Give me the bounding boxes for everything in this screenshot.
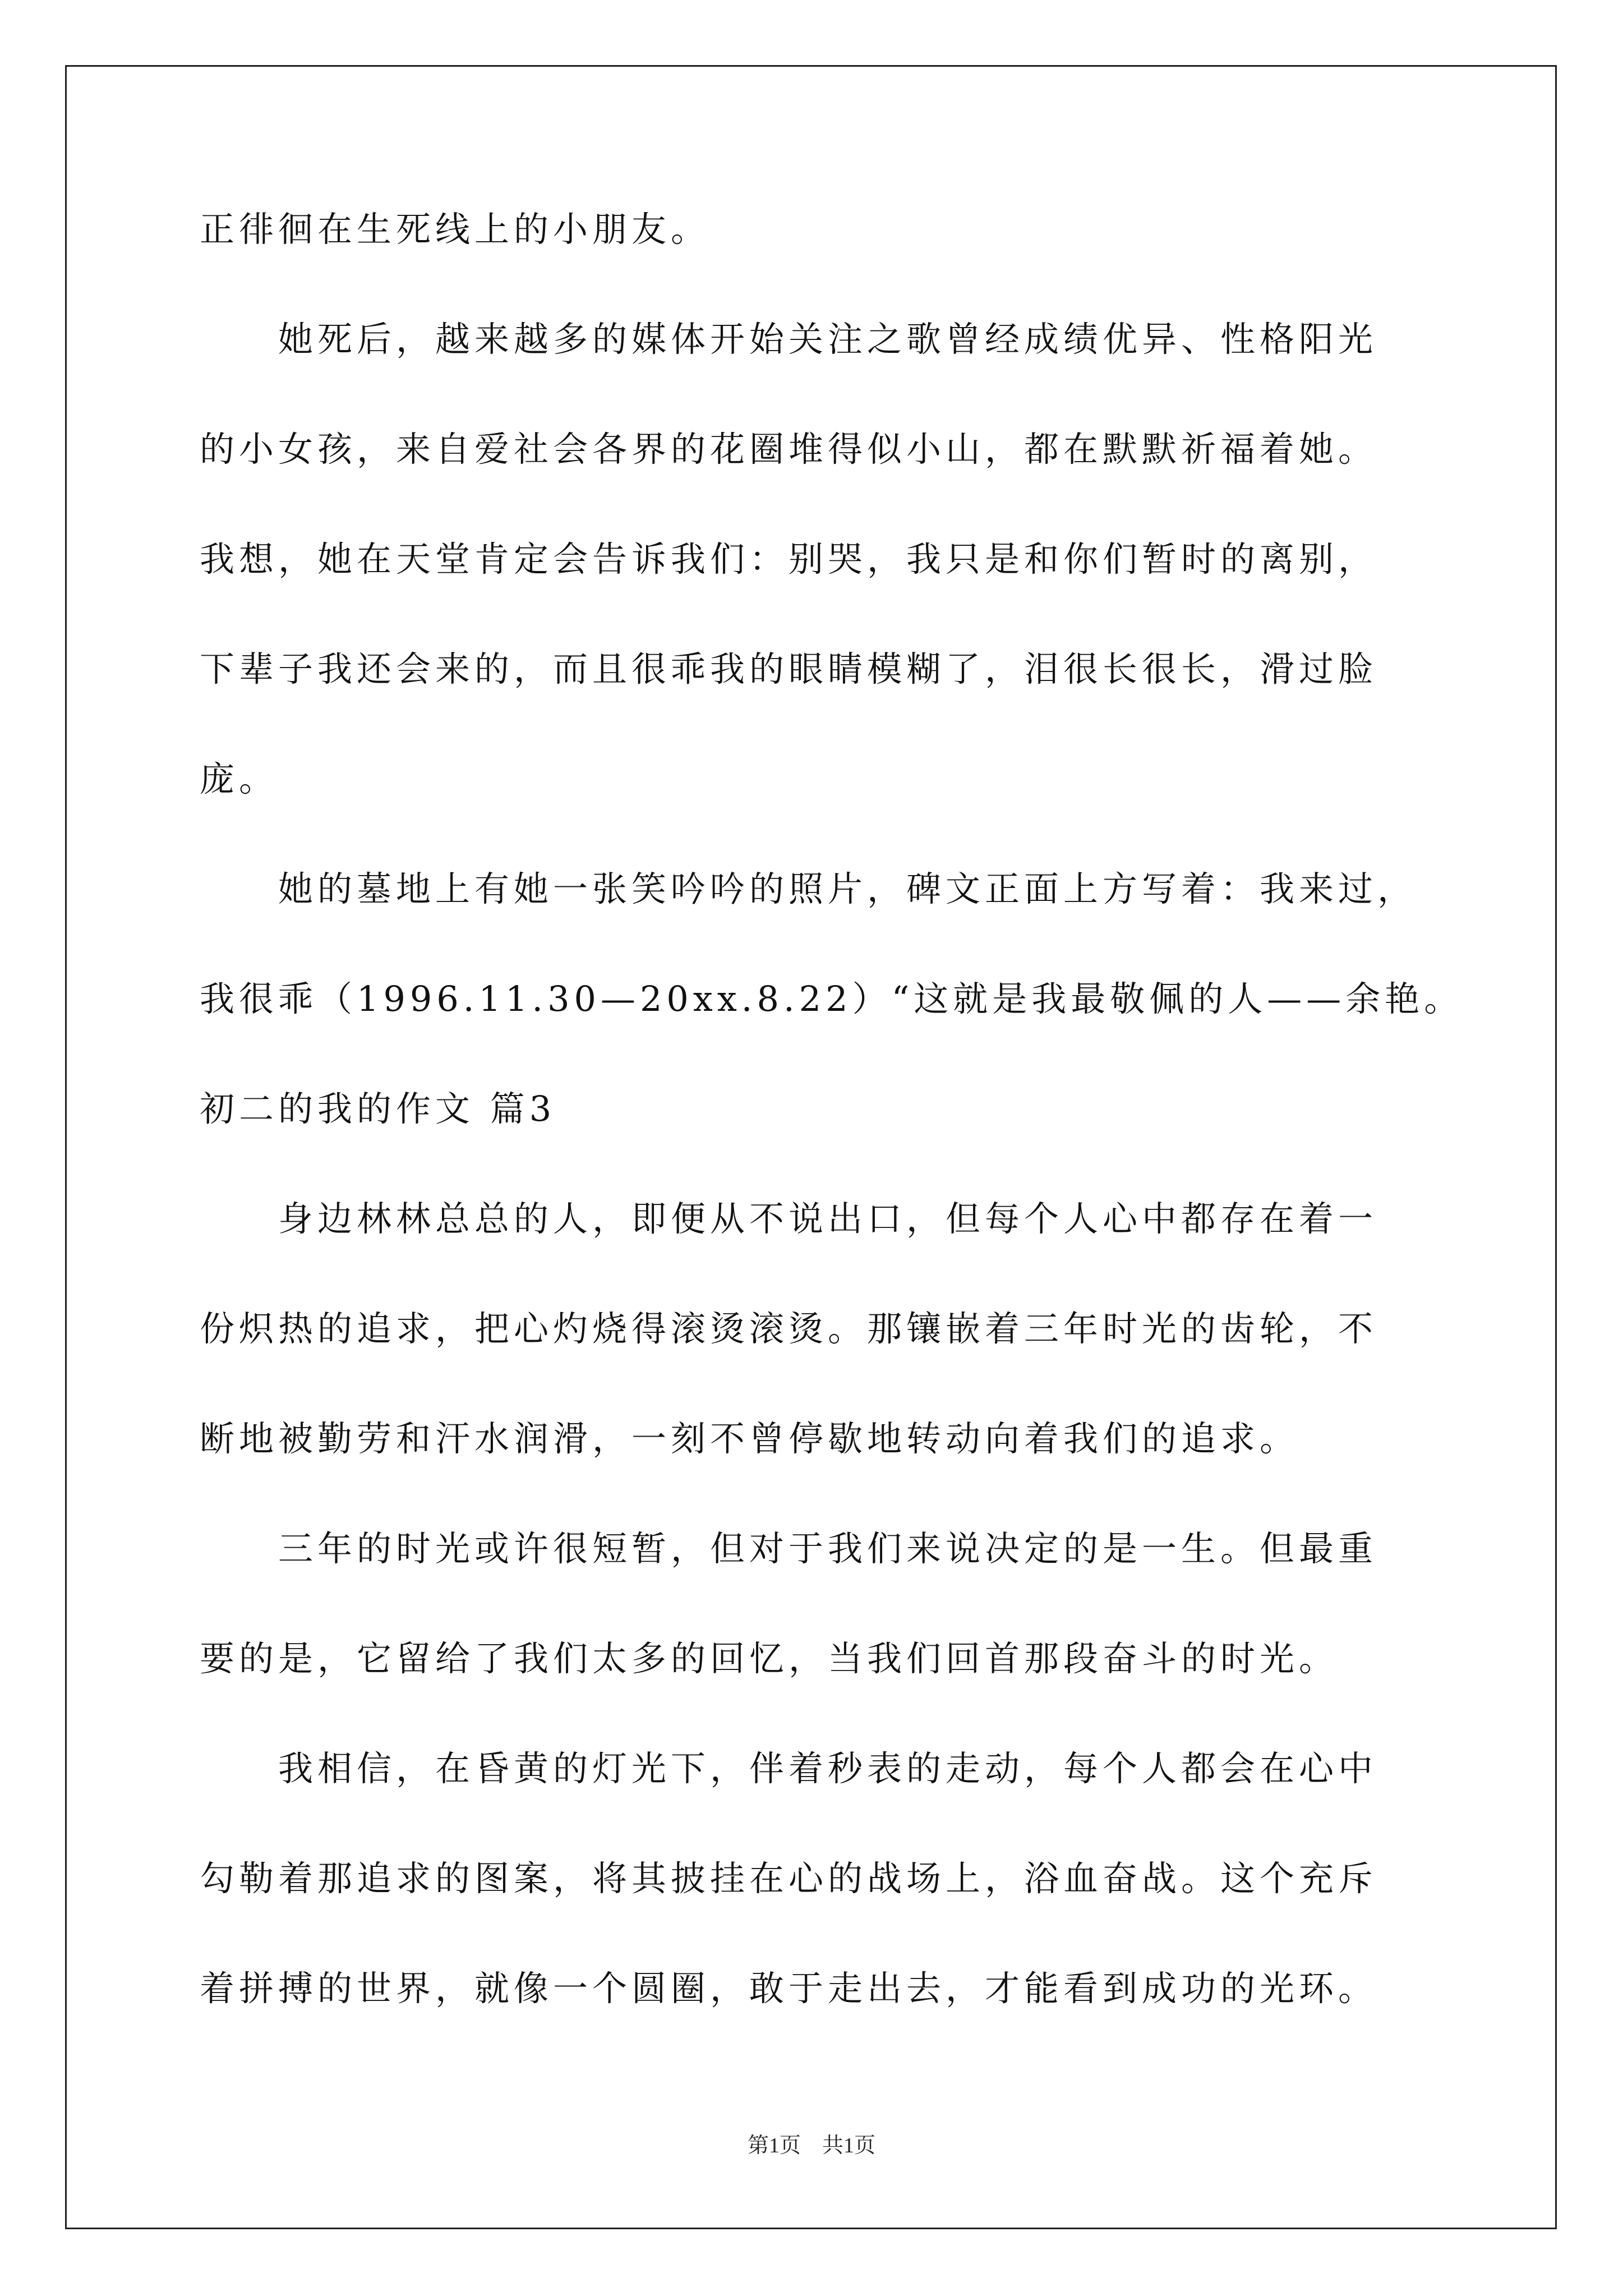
text-line: 正徘徊在生死线上的小朋友。 (200, 209, 711, 250)
text-line: 庞。 (200, 758, 279, 799)
text-line: 下辈子我还会来的，而且很乖我的眼睛模糊了，泪很长很长，滑过脸 (200, 648, 1378, 689)
text-line: 的小女孩，来自爱社会各界的花圈堆得似小山，都在默默祈福着她。 (200, 429, 1378, 470)
text-line: 份炽热的追求，把心灼烧得滚烫滚烫。那镶嵌着三年时光的齿轮，不 (200, 1308, 1378, 1349)
text-line: 我很乖（1996.11.30—20xx.8.22）“这就是我最敬佩的人——余艳。 (200, 978, 1464, 1019)
section-heading: 初二的我的作文 篇3 (200, 1088, 556, 1129)
text-line: 断地被勤劳和汗水润滑，一刻不曾停歇地转动向着我们的追求。 (200, 1418, 1299, 1459)
page-number: 第1页 共1页 (747, 2134, 875, 2157)
text-line: 要的是，它留给了我们太多的回忆，当我们回首那段奋斗的时光。 (200, 1638, 1339, 1679)
text-line: 我相信，在昏黄的灯光下，伴着秒表的走动，每个人都会在心中 (200, 1748, 1378, 1789)
text-line: 她死后，越来越多的媒体开始关注之歌曾经成绩优异、性格阳光 (200, 319, 1378, 360)
text-line: 身边林林总总的人，即便从不说出口，但每个人心中都存在着一 (200, 1198, 1378, 1239)
text-line: 三年的时光或许很短暂，但对于我们来说决定的是一生。但最重 (200, 1528, 1378, 1569)
text-line: 我想，她在天堂肯定会告诉我们：别哭，我只是和你们暂时的离别， (200, 539, 1378, 579)
text-line: 她的墓地上有她一张笑吟吟的照片，碑文正面上方写着：我来过， (200, 868, 1417, 909)
text-line: 勾勒着那追求的图案，将其披挂在心的战场上，浴血奋战。这个充斥 (200, 1858, 1378, 1899)
text-line: 着拼搏的世界，就像一个圆圈，敢于走出去，才能看到成功的光环。 (200, 1968, 1378, 2009)
document-body (200, 209, 1464, 2081)
